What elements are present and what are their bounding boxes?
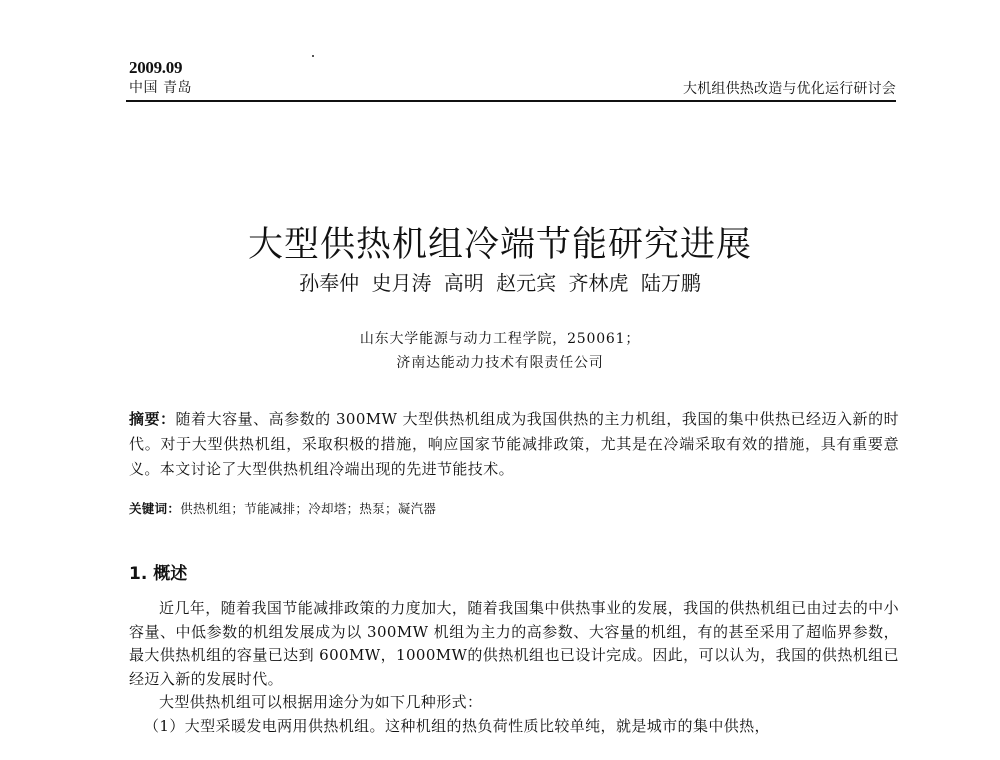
- header-place: 中国 青岛: [129, 80, 192, 96]
- section-body: [129, 597, 899, 738]
- affiliation-2: 济南达能动力技术有限责任公司: [396, 355, 604, 371]
- keywords: [129, 500, 899, 518]
- affiliation-1: 山东大学能源与动力工程学院，250061；: [359, 331, 641, 347]
- section-heading: 1. 概述: [129, 564, 188, 584]
- scan-speck: [312, 55, 314, 57]
- paper-title: 大型供热机组冷端节能研究进展: [247, 225, 752, 266]
- keywords-label: 关键词：: [129, 501, 181, 516]
- header-conference: 大机组供热改造与优化运行研讨会: [683, 81, 896, 97]
- body-paragraph: 近几年，随着我国节能减排政策的力度加大，随着我国集中供热事业的发展，我国的供热机组已由过去的中小容量、中低参数的机组发展成为以 300MW 机组为主力的高参数、大容量的机组，有的甚至采用了超临界参数，最大供热机组的容量已达到 600MW，1000MW的供热机组也已设计完成。因此，可以认为，我国的供热机组已经迈入新的发展时代。: [129, 599, 899, 688]
- header-rule: [126, 100, 896, 102]
- body-list-item: （1）大型采暖发电两用供热机组。这种机组的热负荷性质比较单纯，就是城市的集中供热，: [144, 716, 770, 735]
- author-list: 孙奉仲 史月涛 高明 赵元宾 齐林虎 陆万鹏: [299, 271, 701, 295]
- abstract-text: 随着大容量、高参数的 300MW 大型供热机组成为我国供热的主力机组，我国的集中供热已经迈入新的时代。对于大型供热机组，采取积极的措施，响应国家节能减排政策，尤其是在冷端采取有效的措施，具有重要意义。本文讨论了大型供热机组冷端出现的先进节能技术。: [129, 410, 899, 478]
- header-date: 2009.09: [129, 58, 183, 77]
- body-paragraph: 大型供热机组可以根据用途分为如下几种形式：: [159, 693, 483, 711]
- abstract: [129, 407, 899, 482]
- keywords-text: 供热机组；节能减排；冷却塔；热泵；凝汽器: [180, 501, 437, 516]
- abstract-label: 摘要：: [129, 410, 176, 428]
